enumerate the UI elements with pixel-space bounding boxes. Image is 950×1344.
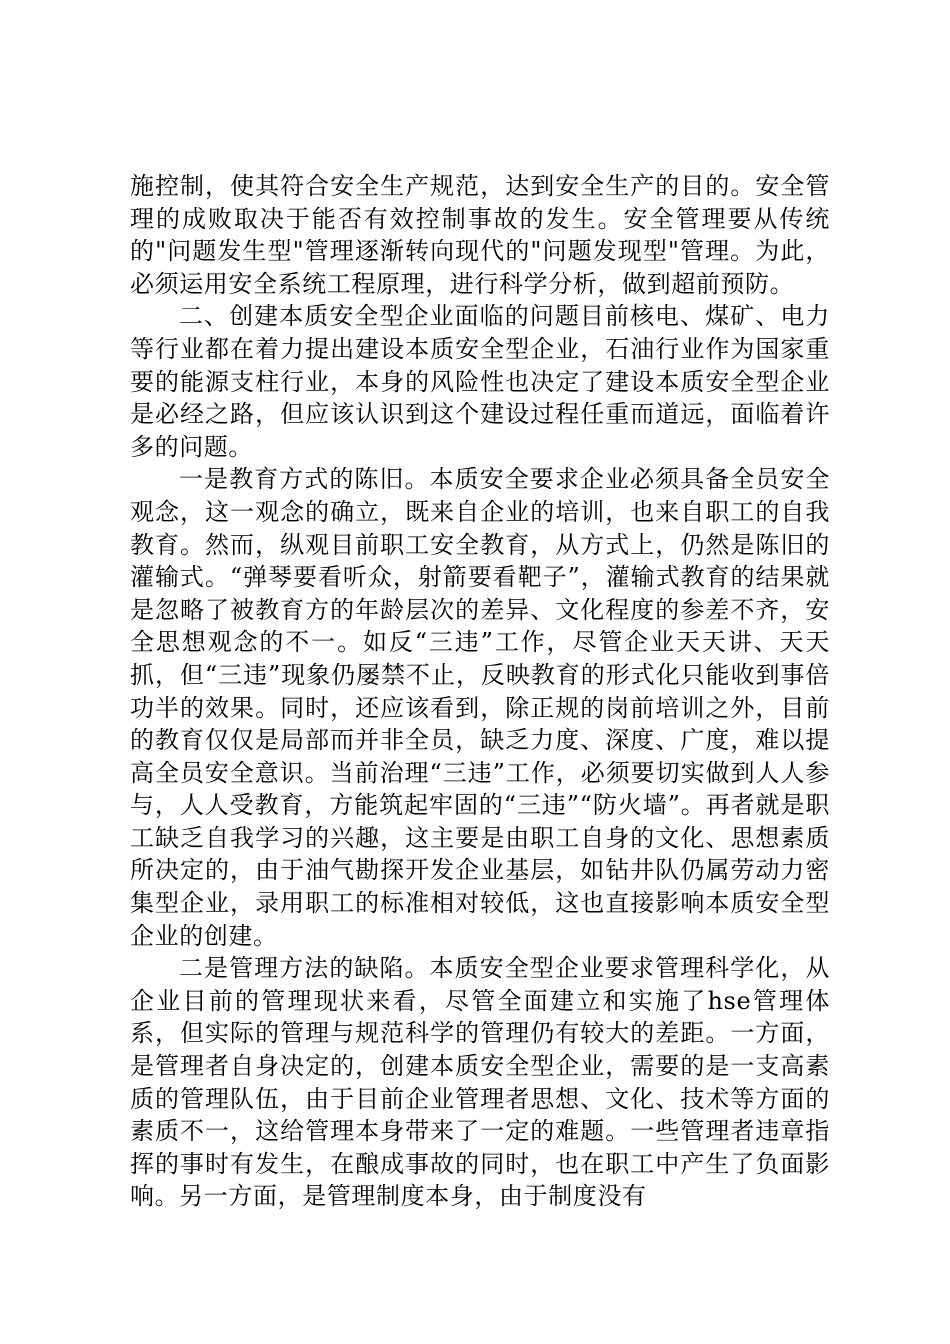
paragraph-problems-heading: 二、创建本质安全型企业面临的问题目前核电、煤矿、电力等行业都在着力提出建设本质安全型企业，石油行业作为国家重要的能源支柱行业，本身的风险性也决定了建设本质安全型企业是必经之路，但应该认识到这个建设过程任重而道远，面临着许多的问题。 [130,302,830,461]
paragraph-management-methods: 二是管理方法的缺陷。本质安全型企业要求管理科学化，从企业目前的管理现状来看，尽管全面建立和实施了hse管理体系，但实际的管理与规范科学的管理仍有较大的差距。一方面，是管理者自身决定的，创建本质安全型企业，需要的是一支高素质的管理队伍，由于目前企业管理者思想、文化、技术等方面的素质不一，这给管理本身带来了一定的难题。一些管理者违章指挥的事时有发生，在酿成事故的同时，也在职工中产生了负面影响。另一方面，是管理制度本身，由于制度没有 [130,954,830,1211]
paragraph-education-methods: 一是教育方式的陈旧。本质安全要求企业必须具备全员安全观念，这一观念的确立，既来自企业的培训，也来自职工的自我教育。然而，纵观目前职工安全教育，从方式上，仍然是陈旧的灌输式。“弹琴要看听众，射箭要看靶子”，灌输式教育的结果就是忽略了被教育方的年龄层次的差异、文化程度的参差不齐，安全思想观念的不一。如反“三违”工作，尽管企业天天讲、天天抓，但“三违”现象仍屡禁不止，反映教育的形式化只能收到事倍功半的效果。同时，还应该看到，除正规的岗前培训之外，目前的教育仅仅是局部而并非全员，缺乏力度、深度、广度，难以提高全员安全意识。当前治理“三违”工作，必须要切实做到人人参与，人人受教育，方能筑起牢固的“三违”“防火墙”。再者就是职工缺乏自我学习的兴趣，这主要是由职工自身的文化、思想素质所决定的，由于油气勘探开发企业基层，如钻井队仍属劳动力密集型企业，录用职工的标准相对较低，这也直接影响本质安全型企业的创建。 [130,465,830,950]
document-body [130,170,830,1213]
paragraph-safety-management: 施控制，使其符合安全生产规范，达到安全生产的目的。安全管理的成败取决于能否有效控制事故的发生。安全管理要从传统的"问题发生型"管理逐渐转向现代的"问题发现型"管理。为此，必须运用安全系统工程原理，进行科学分析，做到超前预防。 [130,172,830,298]
